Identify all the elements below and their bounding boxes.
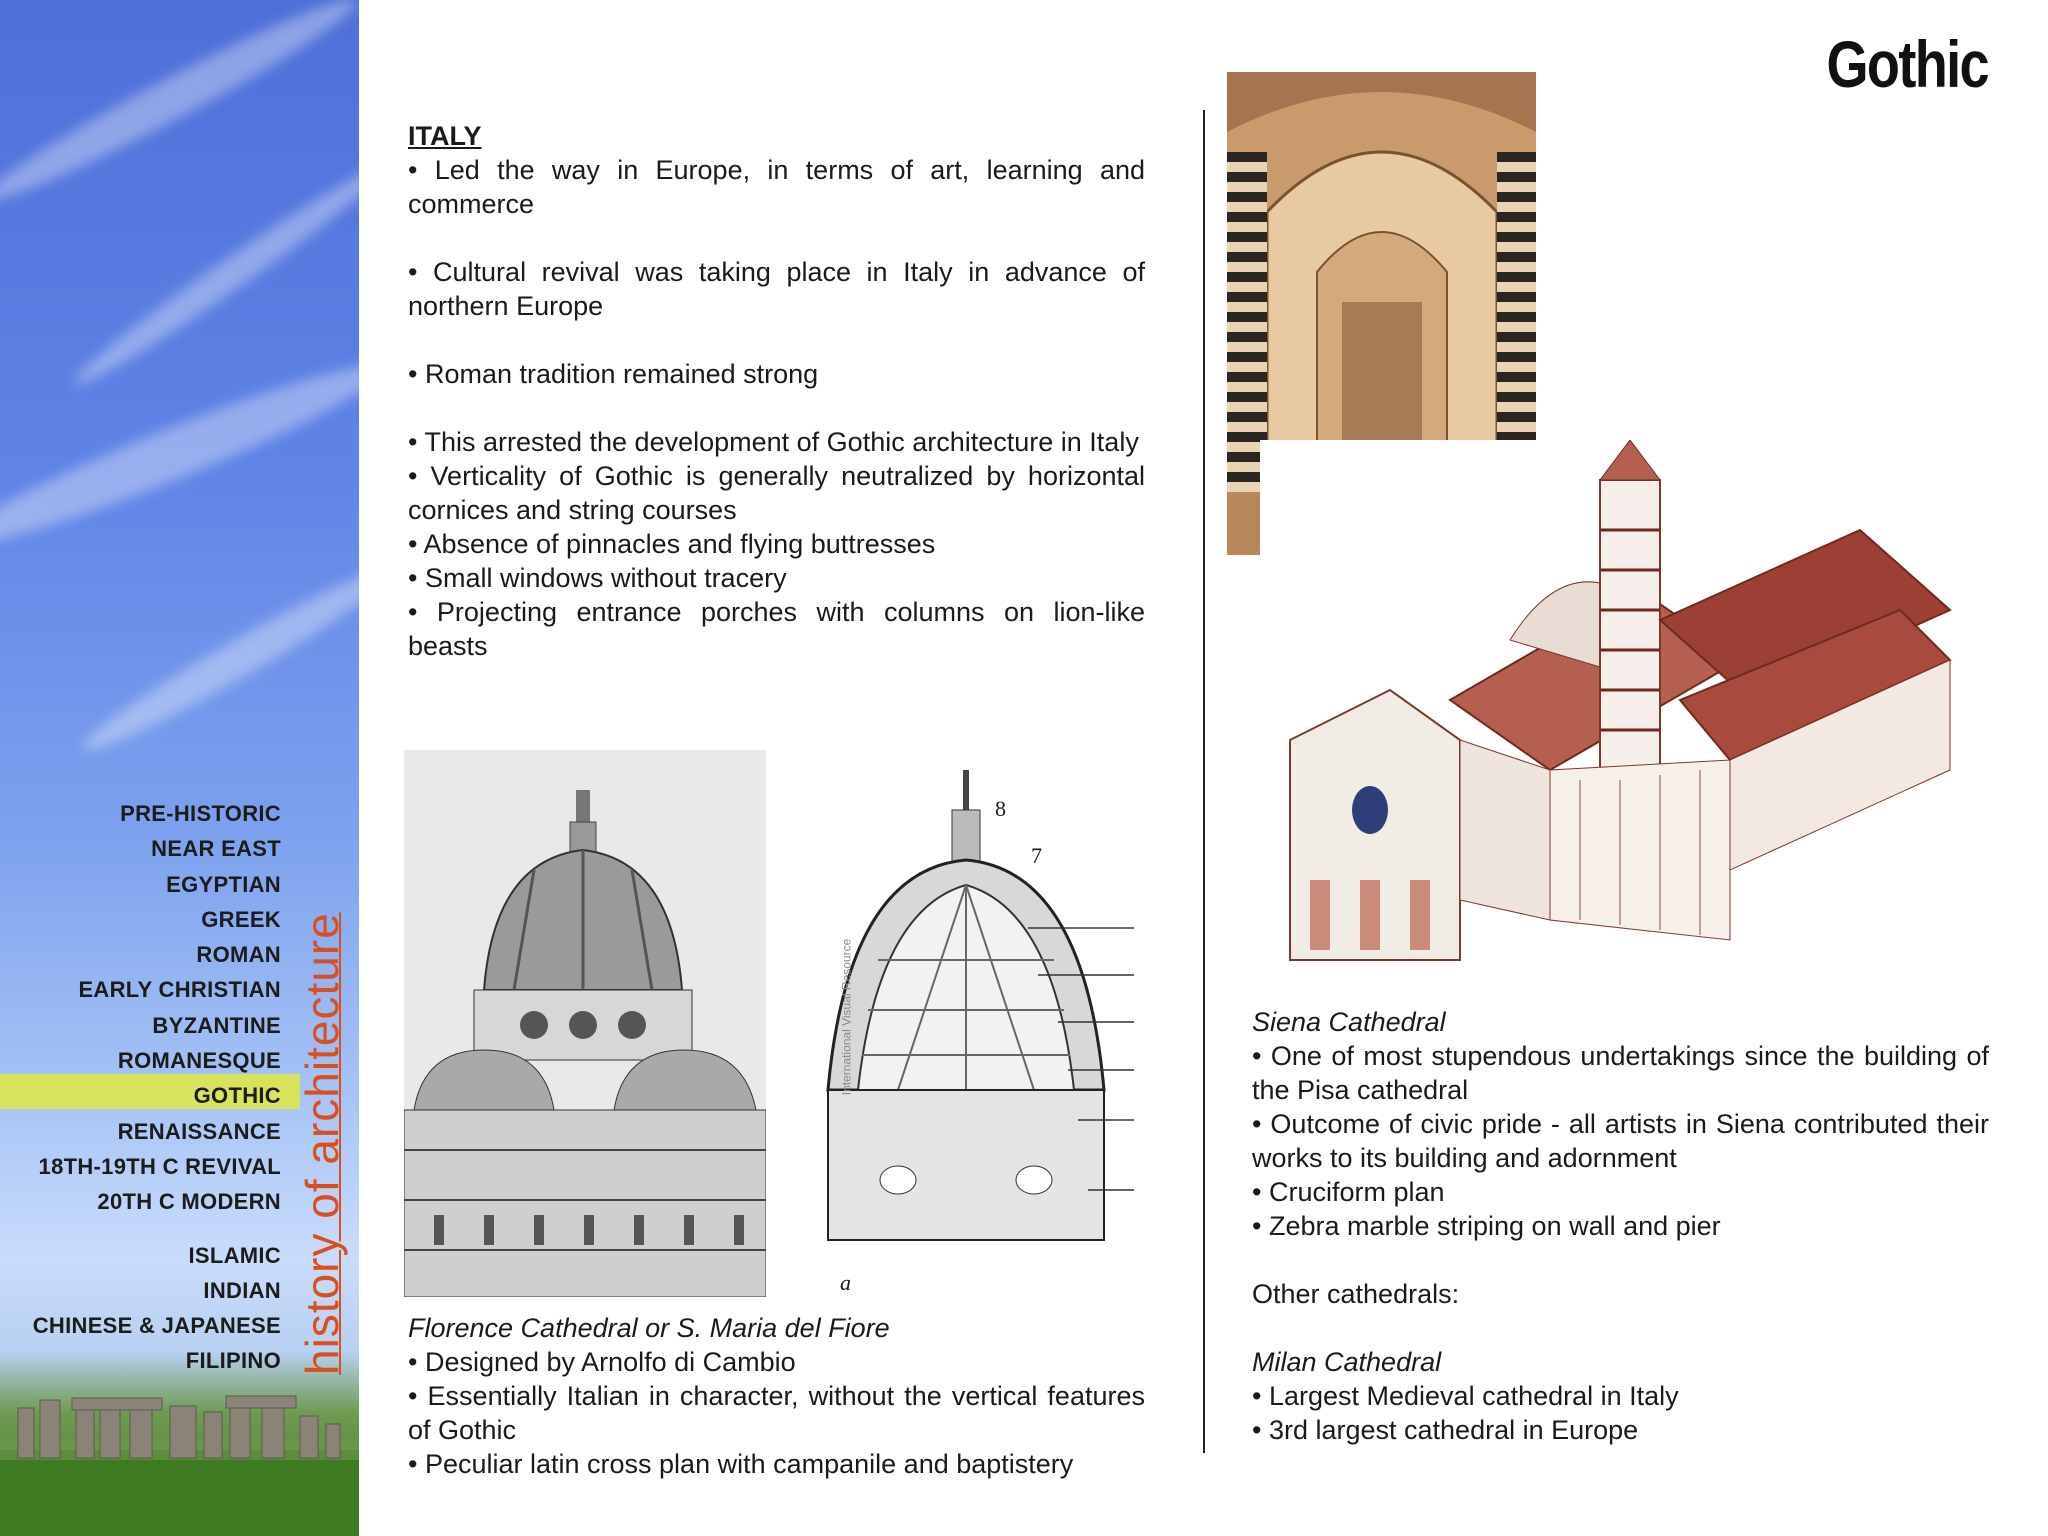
slide-title: Gothic [1826, 27, 1988, 101]
nav-item-islamic[interactable]: ISLAMIC [188, 1242, 281, 1268]
italy-section [408, 119, 1145, 663]
florence-cathedral-photo [404, 750, 766, 1297]
vertical-series-title: history of architecture [296, 912, 348, 1375]
sky-cloud-streak [75, 552, 359, 763]
florence-dome-section-drawing [788, 760, 1134, 1300]
siena-bullet: • Zebra marble striping on wall and pier [1252, 1211, 1721, 1241]
siena-bullet: • Outcome of civic pride - all artists in Siena contributed their works to its building and adornment [1252, 1109, 1989, 1173]
nav-item-pre-historic[interactable]: PRE-HISTORIC [120, 801, 281, 826]
nav-item-byzantine[interactable]: BYZANTINE [152, 1012, 281, 1038]
florence-caption [408, 1311, 1145, 1481]
milan-bullet: • 3rd largest cathedral in Europe [1252, 1415, 1639, 1445]
italy-bullet: • Verticality of Gothic is generally neutralized by horizontal cornices and string courses [408, 461, 1145, 525]
siena-bullet: • One of most stupendous undertakings since the building of the Pisa cathedral [1252, 1041, 1989, 1105]
sky-cloud-streak [0, 346, 359, 565]
era-nav-list [33, 796, 281, 1379]
nav-item-chinese-japanese[interactable]: CHINESE & JAPANESE [32, 1313, 281, 1339]
diagram-watermark: International Visual Resource [839, 938, 854, 1096]
italy-bullet: • This arrested the development of Gothic architecture in Italy [408, 427, 1139, 457]
nav-item-renaissance[interactable]: RENAISSANCE [117, 1118, 281, 1144]
nav-item-near-east[interactable]: NEAR EAST [151, 836, 281, 862]
milan-title: Milan Cathedral [1252, 1347, 1442, 1377]
siena-caption [1252, 1005, 1989, 1447]
sky-cloud-streak [0, 0, 359, 216]
sky-cloud-streak [66, 154, 359, 397]
diagram-label-a: a [840, 1270, 851, 1295]
italy-bullet: • Small windows without tracery [408, 563, 787, 593]
other-cathedrals-label: Other cathedrals: [1252, 1279, 1460, 1309]
florence-bullet: • Peculiar latin cross plan with campanile and baptistery [408, 1449, 1074, 1479]
italy-heading: ITALY [408, 121, 482, 151]
nav-item-revival[interactable]: 18TH-19TH C REVIVAL [38, 1153, 281, 1179]
siena-bullet: • Cruciform plan [1252, 1177, 1445, 1207]
nav-item-greek[interactable]: GREEK [201, 906, 281, 932]
nav-item-modern[interactable]: 20TH C MODERN [97, 1189, 281, 1215]
italy-bullet: • Cultural revival was taking place in Italy in advance of northern Europe [408, 257, 1145, 321]
nav-item-indian[interactable]: INDIAN [203, 1277, 281, 1303]
milan-bullet: • Largest Medieval cathedral in Italy [1252, 1381, 1679, 1411]
florence-bullet: • Designed by Arnolfo di Cambio [408, 1347, 796, 1377]
nav-item-gothic[interactable]: GOTHIC [193, 1083, 281, 1109]
italy-bullet: • Absence of pinnacles and flying buttresses [408, 529, 936, 559]
diagram-label-8: 8 [995, 796, 1006, 821]
diagram-label-7: 7 [1031, 843, 1042, 868]
nav-item-filipino[interactable]: FILIPINO [185, 1348, 281, 1374]
italy-bullet: • Roman tradition remained strong [408, 359, 819, 389]
sidebar [0, 0, 359, 1536]
italy-bullet: • Led the way in Europe, in terms of art, learning and commerce [408, 155, 1145, 219]
siena-title: Siena Cathedral [1252, 1007, 1446, 1037]
florence-bullet: • Essentially Italian in character, without the vertical features of Gothic [408, 1381, 1145, 1445]
stonehenge-image [0, 1380, 359, 1536]
nav-item-romanesque[interactable]: ROMANESQUE [117, 1048, 281, 1074]
nav-item-egyptian[interactable]: EGYPTIAN [166, 871, 281, 897]
nav-item-roman[interactable]: ROMAN [196, 942, 281, 968]
column-divider [1203, 110, 1205, 1453]
siena-cathedral-isometric-drawing [1260, 440, 1960, 1000]
florence-title: Florence Cathedral or S. Maria del Fiore [408, 1313, 890, 1343]
nav-item-early-christian[interactable]: EARLY CHRISTIAN [78, 977, 281, 1003]
italy-bullet: • Projecting entrance porches with columns on lion-like beasts [408, 597, 1145, 661]
